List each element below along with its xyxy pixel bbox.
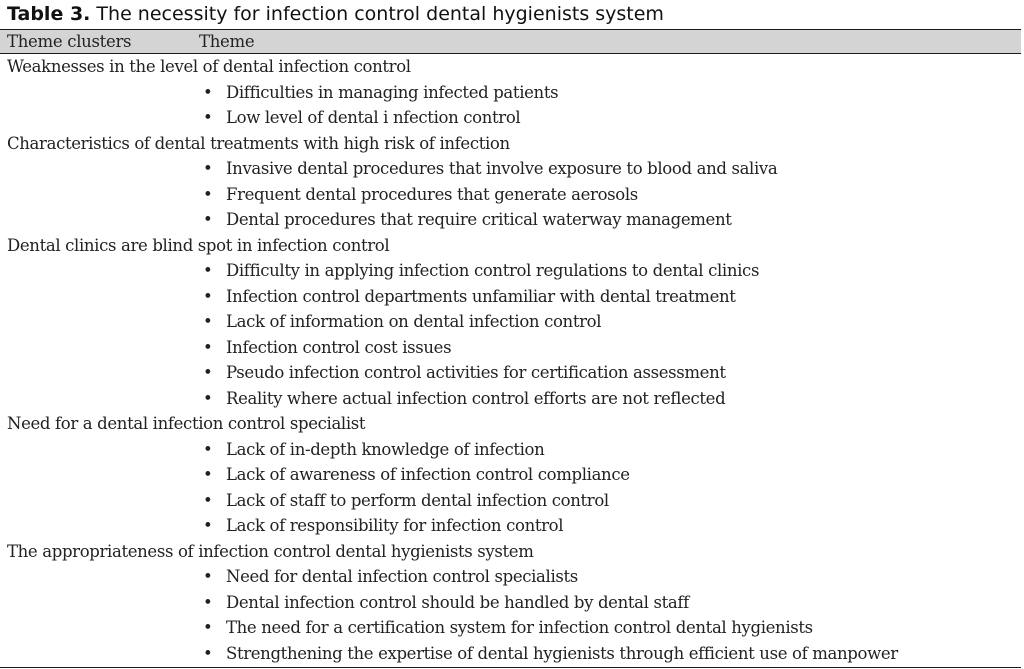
bullet-icon: •: [203, 108, 213, 127]
theme-row: [0, 564, 1021, 590]
theme-text: Reality where actual infection control efforts are not reflected: [226, 388, 726, 408]
bullet-icon: •: [203, 82, 213, 102]
bullet-icon: •: [203, 592, 213, 612]
bullet-icon: •: [203, 210, 213, 229]
theme-text: Dental procedures that require critical waterway management: [226, 210, 732, 229]
theme-row: [0, 360, 1021, 386]
theme-text: Difficulty in applying infection control regulations to dental clinics: [226, 261, 760, 280]
theme-row: [0, 386, 1021, 412]
bullet-icon: •: [203, 643, 213, 663]
theme-text: Lack of awareness of infection control compliance: [226, 465, 630, 484]
bullet-icon: •: [203, 567, 213, 586]
theme-row: [0, 615, 1021, 641]
bullet-icon: •: [203, 261, 213, 280]
table-caption-label: Table 3.: [7, 3, 91, 25]
bullet-icon: •: [203, 490, 213, 510]
theme-text: Infection control cost issues: [226, 337, 452, 357]
theme-text: Lack of in-depth knowledge of infection: [226, 439, 545, 459]
table-header-row: [0, 29, 1021, 54]
theme-row: [0, 284, 1021, 310]
theme-text: Invasive dental procedures that involve exposure to blood and saliva: [226, 159, 778, 178]
theme-cluster-row: The appropriateness of infection control dental hygienists system: [7, 541, 534, 561]
theme-text: Strengthening the expertise of dental hygienists through efficient use of manpower: [226, 643, 898, 663]
theme-cluster-row: Weaknesses in the level of dental infection control: [7, 57, 411, 76]
theme-text: Need for dental infection control specialists: [226, 567, 578, 586]
header-theme: Theme: [199, 32, 255, 51]
bullet-icon: •: [203, 184, 213, 204]
bullet-icon: •: [203, 363, 213, 382]
theme-row: [0, 207, 1021, 233]
theme-row: [0, 437, 1021, 463]
theme-row: [0, 335, 1021, 361]
theme-text: Pseudo infection control activities for certification assessment: [226, 363, 726, 382]
theme-row: [0, 488, 1021, 514]
theme-text: Infection control departments unfamiliar with dental treatment: [226, 286, 736, 306]
theme-row: [0, 513, 1021, 539]
table-caption: [7, 1, 664, 27]
bullet-icon: •: [203, 312, 213, 331]
table-bottom-rule: [0, 667, 1021, 668]
theme-text: The need for a certification system for infection control dental hygienists: [226, 618, 813, 637]
theme-text: Low level of dental i nfection control: [226, 108, 521, 127]
themes-table: [0, 29, 1021, 668]
theme-text: Frequent dental procedures that generate aerosols: [226, 184, 638, 204]
theme-row: [0, 156, 1021, 182]
theme-row: [0, 462, 1021, 488]
theme-row: [0, 641, 1021, 667]
table-caption-text: The necessity for infection control dental hygienists system: [90, 3, 664, 25]
bullet-icon: •: [203, 516, 213, 535]
theme-row: [0, 309, 1021, 335]
bullet-icon: •: [203, 159, 213, 178]
theme-row: [0, 105, 1021, 131]
theme-row: [0, 590, 1021, 616]
bullet-icon: •: [203, 618, 213, 637]
theme-text: Lack of information on dental infection control: [226, 312, 602, 331]
bullet-icon: •: [203, 465, 213, 484]
theme-text: Difficulties in managing infected patients: [226, 82, 559, 102]
theme-text: Lack of responsibility for infection control: [226, 516, 564, 535]
theme-text: Lack of staff to perform dental infection control: [226, 490, 609, 510]
header-theme-clusters: Theme clusters: [7, 32, 132, 51]
theme-cluster-row: Dental clinics are blind spot in infection control: [7, 235, 390, 255]
theme-row: [0, 80, 1021, 106]
bullet-icon: •: [203, 286, 213, 306]
bullet-icon: •: [203, 439, 213, 459]
theme-text: Dental infection control should be handled by dental staff: [226, 592, 689, 612]
bullet-icon: •: [203, 337, 213, 357]
table-body: [0, 54, 1021, 666]
bullet-icon: •: [203, 388, 213, 408]
theme-row: [0, 182, 1021, 208]
theme-row: [0, 258, 1021, 284]
theme-cluster-row: Need for a dental infection control specialist: [7, 414, 366, 433]
theme-cluster-row: Characteristics of dental treatments with high risk of infection: [7, 133, 510, 153]
